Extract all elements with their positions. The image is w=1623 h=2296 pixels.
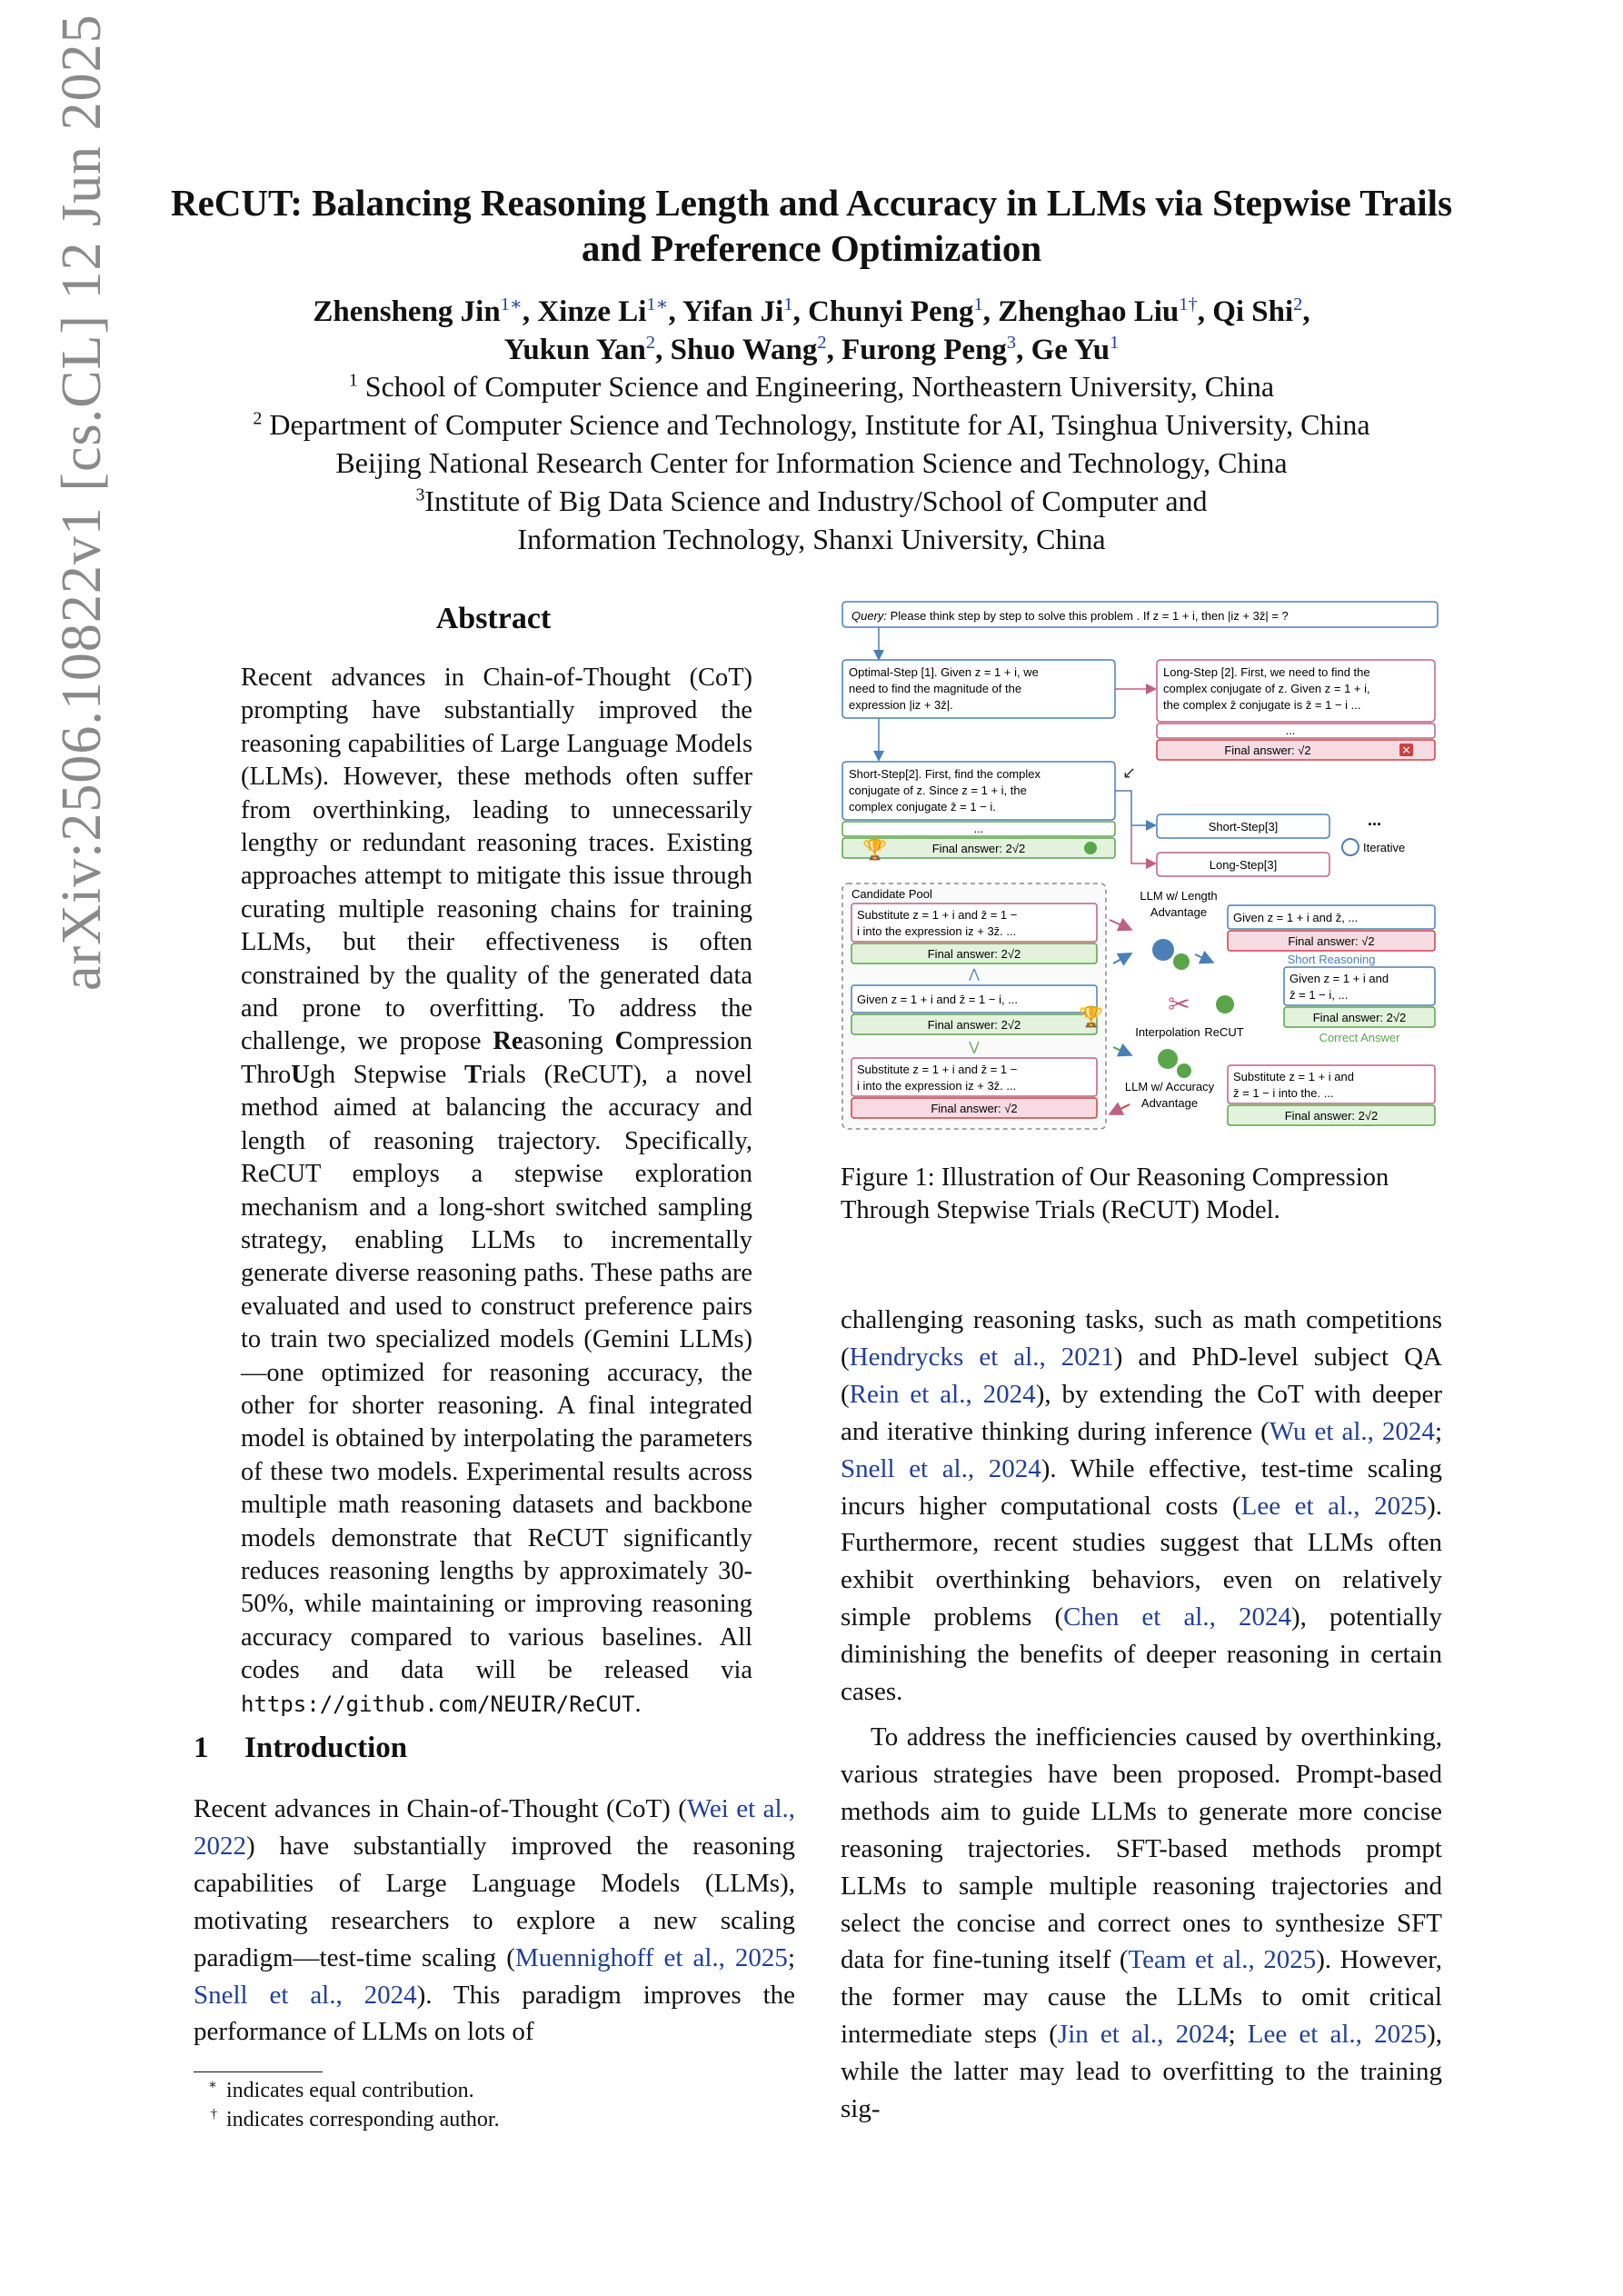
- figure-caption: Figure 1: Illustration of Our Reasoning Compression Through Stepwise Trials (ReCUT) Model.: [841, 1163, 1389, 1224]
- gear-icon: [1173, 953, 1190, 970]
- candidate-1-text: Substitute z = 1 + i and z̄ = 1 − i into the expression iz + 3z̄. ...: [857, 908, 1018, 938]
- tools-icon: ✂: [1168, 990, 1191, 1020]
- author-name: Zhensheng Jin: [313, 295, 501, 328]
- output-3-answer: Final answer: 2√2: [1284, 1109, 1379, 1123]
- author-line-1: Zhensheng Jin$^{1∗}$, Xinze $Li^{1∗}$, Yifan Ji$^1$, Chunyi Peng$^1$, Zhenghao Liu$^{1\dagger}$, Qi Shi$^2$,: [313, 294, 1310, 328]
- short-step-2-text: Short-Step[2]. First, find the complex conjugate of z. Since z = 1 + i, the complex conjugate z̄ = 1 − i.: [849, 767, 1041, 814]
- candidate-1-answer: Final answer: 2√2: [927, 947, 1021, 961]
- author-name: Furong Peng: [841, 334, 1007, 366]
- candidate-3-text: Substitute z = 1 + i and z̄ = 1 − i into the expression iz + 3z̄. ...: [857, 1063, 1018, 1093]
- candidate-pool-label: Candidate Pool: [851, 887, 932, 901]
- fig-ellipsis: ...: [1285, 724, 1296, 737]
- citation-link[interactable]: Jin et al., 2024: [1057, 2020, 1229, 2050]
- author-affil-mark: 1†: [1179, 294, 1198, 314]
- author-name: Chunyi Peng: [808, 295, 974, 328]
- method-name-part: C: [614, 1027, 634, 1056]
- gear-icon: [1158, 1049, 1178, 1069]
- abstract-heading: Abstract: [435, 602, 552, 635]
- method-name-part: U: [291, 1060, 310, 1089]
- preference-arrow-icon: ⋁: [969, 1039, 980, 1053]
- paper-title: ReCUT: Balancing Reasoning Length and Accuracy in LLMs via Stepwise Trails and Preference Optimization: [170, 182, 1453, 269]
- method-name-part: rials: [481, 1060, 526, 1089]
- author-affil-mark: 2: [645, 333, 656, 353]
- author-name: Yukun Yan: [503, 334, 646, 366]
- citation-link[interactable]: Wei et al., 2022: [194, 1794, 796, 1861]
- method-name-part: gh Stepwise: [309, 1060, 465, 1089]
- correct-icon: [1084, 842, 1097, 854]
- abstract-text: [241, 662, 752, 1721]
- right-paragraph-1: challenging reasoning tasks, such as math competitions (Hendrycks et al., 2021) and PhD-level subject QA (Rein et al., 2024), by extending the CoT with deeper and iterative thinking during inference (Wu et al., 2024; Snell et al., 2024). While effective, test-time scaling incurs higher computational costs (Lee et al., 2025). Furthermore, recent studies suggest that LLMs often exhibit overthinking behaviors, even on relatively simple problems (Chen et al., 2024), potentially diminishing the benefits of deeper reasoning in certain cases.: [841, 1305, 1442, 1707]
- section-title: Introduction: [244, 1732, 408, 1764]
- recut-label: ReCUT: [1204, 1025, 1244, 1039]
- interpolation-label: Interpolation: [1135, 1025, 1200, 1039]
- output-2-answer: Final answer: 2√2: [1312, 1011, 1407, 1024]
- affiliation-line: $^1$ School of Computer Science and Engineering, Northeastern University, China: [348, 370, 1275, 403]
- right-paragraph-2: To address the inefficiencies caused by overthinking, various strategies have been proposed. Prompt-based methods aim to guide LLMs to generate more concise reasoning trajectories. SFT-based methods prompt LLMs to sample multiple reasoning trajectories and select the concise and correct ones to synthesize SFT data for fine-tuning itself (Team et al., 2025). However, the former may cause the LLMs to omit critical intermediate steps (Jin et al., 2024; Lee et al., 2025), while the latter may lead to overfitting to the training sig-: [841, 1722, 1442, 2124]
- citation-link[interactable]: Wu et al., 2024: [1269, 1416, 1435, 1446]
- abstract-text-before: Recent advances in Chain-of-Thought (CoT) prompting have substantially improved the reasoning capabilities of Large Language Models (LLMs). However, these methods often suffer from overthinking, leading to unnecessarily lengthy or redundant reasoning traces. Existing approaches attempt to mitigate this issue through curating multiple reasoning chains for training LLMs, but their effectiveness is often constrained by the quality of the generated data and prone to overfitting. To address the challenge, we propose: [241, 664, 752, 1056]
- long-step-3-label: Long-Step[3]: [1209, 858, 1278, 872]
- author-affil-mark: 1: [783, 294, 793, 314]
- fig-ellipsis: ...: [973, 822, 984, 835]
- citation-link[interactable]: Snell et al., 2024: [194, 1980, 417, 2010]
- section-number: 1: [194, 1732, 209, 1764]
- affiliation-line: Beijing National Research Center for Information Science and Technology, China: [335, 446, 1288, 479]
- optimal-step-text: Optimal-Step [1]. Given z = 1 + i, we need to find the magnitude of the expression |iz + 3z̄|.: [849, 665, 1039, 712]
- long-step-2-text: Long-Step [2]. First, we need to find the complex conjugate of z. Given z = 1 + i, the complex z̄ conjugate is z̄ = 1 − i ...: [1163, 665, 1370, 712]
- final-answer-2sqrt2: Final answer: 2√2: [931, 842, 1026, 855]
- footnote-text: indicates equal contribution.: [226, 2079, 474, 2102]
- author-name: Yifan Ji: [682, 295, 784, 328]
- gear-icon: [1152, 939, 1174, 961]
- citation-link[interactable]: Lee et al., 2025: [1240, 1491, 1428, 1521]
- abstract-text-after: (ReCUT), a novel method aimed at balancing the accuracy and length of reasoning trajectory. Specifically, ReCUT employs a stepwise exploration mechanism and a long-short switched sampling strategy, enabling LLMs to incrementally generate diverse reasoning paths. These paths are evaluated and used to construct preference pairs to train two specialized models (Gemini LLMs)—one optimized for reasoning accuracy, the other for shorter reasoning. A final integrated model is obtained by interpolating the parameters of these two models. Experimental results across multiple math reasoning datasets and backbone models demonstrate that ReCUT significantly reduces reasoning lengths by approximately 30-50%, while maintaining or improving reasoning accuracy compared to various baselines. All codes and data will be released via: [241, 1060, 752, 1685]
- final-answer-sqrt2: Final answer: √2: [1224, 744, 1311, 757]
- author-affil-mark: 3: [1006, 333, 1017, 353]
- llm-accuracy-label: LLM w/ Accuracy Advantage: [1124, 1080, 1215, 1110]
- output-1-text: Given z = 1 + i and z̄, ...: [1233, 911, 1359, 924]
- method-name-part: asoning: [523, 1027, 615, 1056]
- short-step-3-label: Short-Step[3]: [1208, 820, 1279, 834]
- citation-link[interactable]: Hendrycks et al., 2021: [849, 1342, 1114, 1372]
- author-name: Ge Yu: [1031, 334, 1110, 366]
- method-name-part: T: [464, 1060, 482, 1089]
- method-name-part: Re: [493, 1027, 523, 1056]
- affiliation-line: Information Technology, Shanxi University, China: [517, 523, 1106, 555]
- short-reasoning-label: Short Reasoning: [1287, 953, 1376, 966]
- author-name: Xinze Li: [537, 295, 647, 328]
- author-affil-mark: 1∗: [646, 294, 669, 314]
- wrong-icon: ✕: [1401, 744, 1411, 757]
- citation-link[interactable]: Lee et al., 2025: [1247, 2020, 1428, 2050]
- affiliations: [145, 367, 1478, 558]
- figure-1: [841, 600, 1440, 1133]
- affiliation-line: $^3$Institute of Big Data Science and Industry/School of Computer and: [415, 484, 1208, 517]
- citation-link[interactable]: Rein et al., 2024: [849, 1379, 1036, 1409]
- author-line-2: Yukun Yan$^2$, Shuo Wang$^2$, Furong Peng$^3$, Ge Yu$^1$: [503, 333, 1120, 366]
- affiliation-line: $^2$ Department of Computer Science and Technology, Institute for AI, Tsinghua University, China: [253, 408, 1370, 441]
- footnote-1: ∗ indicates equal contribution.: [207, 2078, 474, 2102]
- author-name: Zhenghao Liu: [998, 295, 1180, 328]
- code-link[interactable]: https://github.com/NEUIR/ReCUT: [241, 1691, 635, 1717]
- citation-link[interactable]: Snell et al., 2024: [841, 1453, 1041, 1483]
- footnote-text: indicates corresponding author.: [226, 2108, 500, 2131]
- abstract-end: .: [634, 1689, 642, 1718]
- gear-icon: [1216, 995, 1234, 1013]
- author-name: Shuo Wang: [670, 334, 818, 366]
- check-mark-icon: ↙: [1122, 764, 1137, 782]
- output-1-answer: Final answer: √2: [1288, 934, 1375, 948]
- footnote-2: † indicates corresponding author.: [210, 2107, 500, 2131]
- candidate-3-answer: Final answer: √2: [931, 1102, 1018, 1115]
- author-name: Qi Shi: [1212, 295, 1294, 328]
- author-affil-mark: 2: [1293, 294, 1303, 314]
- iterative-icon: [1342, 839, 1359, 855]
- author-affil-mark: 1∗: [500, 294, 523, 314]
- output-3-text: Substitute z = 1 + i and z̄ = 1 − i into the. ...: [1233, 1070, 1354, 1100]
- right-column-text: [841, 1302, 1442, 2128]
- author-affil-mark: 1: [973, 294, 983, 314]
- citation-link[interactable]: Chen et al., 2024: [1063, 1602, 1291, 1632]
- gear-icon: [1177, 1063, 1191, 1078]
- footnote-rule: [194, 2071, 323, 2072]
- llm-length-label: LLM w/ Length Advantage: [1140, 889, 1218, 919]
- author-affil-mark: 1: [1110, 333, 1120, 353]
- author-affil-mark: 2: [817, 333, 827, 353]
- trophy-icon: 🏆: [862, 838, 888, 861]
- query-text: Query: Please think step by step to solve this problem . If z = 1 + i, then |iz + 3z̄| = ?: [851, 609, 1289, 623]
- candidate-2-answer: Final answer: 2√2: [927, 1018, 1021, 1032]
- section-heading: [194, 1732, 407, 1765]
- intro-paragraph: Recent advances in Chain-of-Thought (CoT) (Wei et al., 2022) have substantially improved the reasoning capabilities of Large Language Models (LLMs), motivating researchers to explore a new scaling paradigm—test-time scaling (Muennighoff et al., 2025; Snell et al., 2024). This paradigm improves the performance of LLMs on lots of: [194, 1794, 796, 2047]
- method-name-part: ompression Thro: [241, 1027, 752, 1089]
- iterative-label: Iterative: [1363, 841, 1406, 854]
- citation-link[interactable]: Team et al., 2025: [1128, 1945, 1317, 1975]
- correct-answer-label: Correct Answer: [1319, 1031, 1400, 1044]
- trophy-icon: 🏆: [1079, 1005, 1104, 1028]
- citation-link[interactable]: Muennighoff et al., 2025: [514, 1942, 788, 1972]
- candidate-2-text: Given z = 1 + i and z̄ = 1 − i, ...: [857, 993, 1019, 1006]
- author-list: [145, 293, 1478, 369]
- output-2-text: Given z = 1 + i and z̄ = 1 − i, ...: [1289, 972, 1389, 1002]
- fig-ellipsis: ...: [1368, 811, 1382, 829]
- preference-arrow-icon: ⋀: [969, 966, 980, 981]
